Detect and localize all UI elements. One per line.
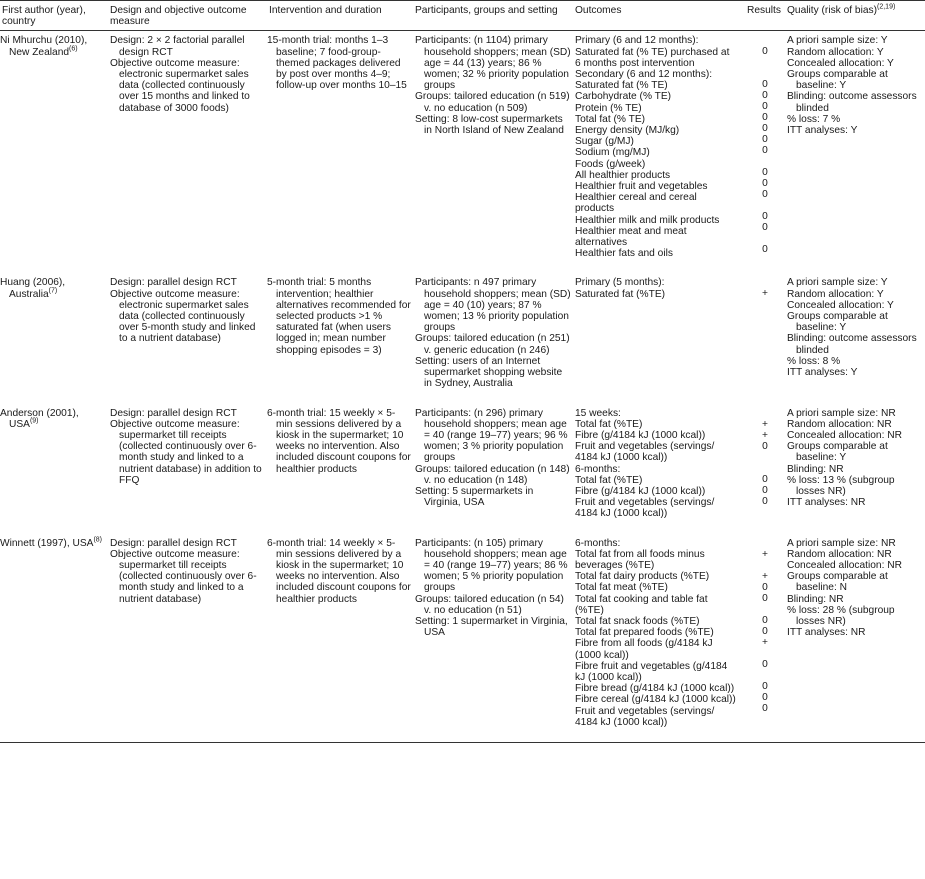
outcome-label: Fibre cereal (g/4184 kJ (1000 kcal))	[575, 694, 736, 706]
intervention-cell: 6-month trial: 14 weekly × 5-min sessions delivered by a kiosk in the supermarket; 10 weeks no intervention. Also included discount coupons for healthier products	[267, 534, 413, 743]
outcome-result: 0	[762, 134, 768, 146]
outcome-result: 0	[762, 691, 768, 703]
header-author: First author (year), country	[2, 5, 86, 28]
outcome-label: Energy density (MJ/kg)	[575, 125, 680, 137]
quality-item: Concealed allocation: Y	[787, 299, 894, 311]
outcome-result: 0	[762, 244, 768, 256]
quality-item: Groups comparable at baseline: Y	[787, 69, 888, 92]
header-design: Design and objective outcome measure	[110, 5, 247, 28]
table-row	[0, 404, 925, 534]
outcome-label: 15 weeks:	[575, 407, 621, 419]
participants-cell: Participants: n 497 primary household shoppers; mean (SD) age = 40 (10) years; 87 % women; 13 % priority population groups Groups: tailored education (n 251) v. generic education (n 246) Setting: users of an Internet supermarket shopping website in Sydney, Australia	[415, 277, 571, 390]
outcome-label: Total fat cooking and table fat (%TE)	[575, 593, 708, 616]
quality-item: A priori sample size: NR	[787, 407, 896, 419]
quality-cell	[785, 534, 925, 743]
outcome-result: 0	[762, 211, 768, 223]
quality-item: Blinding: NR	[787, 463, 844, 475]
results-cell	[745, 534, 785, 743]
quality-item: Blinding: outcome assessors blinded	[787, 91, 917, 114]
outcome-result	[747, 463, 783, 474]
outcome-label: Saturated fat (%TE)	[575, 288, 666, 300]
outcome-result: 0	[762, 167, 768, 179]
quality-item: Groups comparable at baseline: Y	[787, 441, 888, 464]
outcome-label: Secondary (6 and 12 months):	[575, 69, 713, 81]
outcome-label: Total fat (%TE)	[575, 474, 643, 486]
author-cell: Anderson (2001), USA$^{(9)}$	[0, 407, 79, 430]
quality-item: Blinding: outcome assessors blinded	[787, 333, 917, 356]
outcome-label: Fibre from all foods (g/4184 kJ (1000 kcal))	[575, 638, 713, 661]
outcome-label: Healthier fruit and vegetables	[575, 181, 708, 193]
outcome-result: 0	[762, 484, 768, 496]
quality-item: Groups comparable at baseline: Y	[787, 311, 888, 334]
outcome-label: Total fat prepared foods (%TE)	[575, 627, 714, 639]
quality-item: ITT analyses: Y	[787, 125, 858, 137]
outcome-result: 0	[762, 112, 768, 124]
outcomes-cell	[573, 31, 745, 274]
quality-item: Random allocation: Y	[787, 288, 884, 300]
outcome-label: Total fat from all foods minus beverages (%TE)	[575, 548, 705, 571]
quality-item: Concealed allocation: NR	[787, 429, 902, 441]
outcome-label: Total fat (% TE)	[575, 113, 646, 125]
outcome-result: 0	[762, 495, 768, 507]
outcome-label: Healthier fats and oils	[575, 248, 673, 260]
outcome-result: 0	[762, 178, 768, 190]
design-cell: Design: parallel design RCT Objective outcome measure: supermarket till receipts (collected continuously over 6-month study and linked to a nutrient database)	[108, 534, 267, 743]
design-cell: Design: 2 × 2 factorial parallel design RCT Objective outcome measure: electronic supermarket sales data (collected continuously over 15 months and linked to database of 3000 foods)	[110, 35, 250, 114]
outcome-label: All healthier products	[575, 169, 671, 181]
results-cell	[745, 31, 785, 274]
quality-item: Random allocation: NR	[787, 548, 892, 560]
outcomes-cell	[573, 534, 745, 743]
outcomes-cell	[573, 404, 745, 534]
outcome-result: +	[762, 548, 768, 560]
quality-item: Groups comparable at baseline: N	[787, 571, 888, 594]
outcome-label: Total fat dairy products (%TE)	[575, 571, 710, 583]
intervention-cell: 5-month trial: 5 months intervention; healthier alternatives recommended for selected products >1 % saturated fat (when users logged in; mean number shopping episodes = 3)	[267, 277, 411, 356]
author-cell: Ni Mhurchu (2010), New Zealand$^{(6)}$	[0, 35, 88, 58]
quality-item: % loss: 28 % (subgroup losses NR)	[787, 604, 895, 627]
outcome-label: Primary (6 and 12 months):	[575, 35, 699, 47]
outcome-label: Saturated fat (% TE) purchased at 6 months post intervention	[575, 46, 730, 69]
quality-item: A priori sample size: Y	[787, 35, 888, 47]
outcome-label: Healthier cereal and cereal products	[575, 192, 697, 215]
outcome-result: 0	[762, 614, 768, 626]
quality-item: ITT analyses: NR	[787, 627, 866, 639]
quality-item: ITT analyses: NR	[787, 497, 866, 509]
outcome-result: 0	[762, 79, 768, 91]
outcome-result: +	[762, 429, 768, 441]
quality-item: % loss: 8 %	[787, 355, 841, 367]
outcome-label: Fruit and vegetables (servings/ 4184 kJ (1000 kcal))	[575, 441, 715, 464]
outcome-label: Fibre (g/4184 kJ (1000 kcal))	[575, 429, 706, 441]
outcome-result: 0	[762, 680, 768, 692]
outcome-result	[747, 68, 783, 79]
outcomes-cell	[573, 273, 745, 403]
quality-item: Concealed allocation: Y	[787, 57, 894, 69]
outcome-label: Total fat snack foods (%TE)	[575, 615, 700, 627]
table-row	[0, 31, 925, 274]
outcome-result: 0	[762, 625, 768, 637]
header-outcomes: Outcomes	[575, 5, 622, 16]
intervention-cell: 6-month trial: 15 weekly × 5-min sessions delivered by a kiosk in the supermarket; 10 weeks no intervention. Also included discount coupons for healthier products	[267, 407, 411, 475]
outcome-result: 0	[762, 123, 768, 135]
outcome-label: Total fat (%TE)	[575, 418, 643, 430]
outcome-result	[747, 35, 783, 46]
outcome-result: 0	[762, 222, 768, 234]
header-results: Results	[747, 5, 781, 16]
outcome-result: 0	[762, 702, 768, 714]
outcome-label: Carbohydrate (% TE)	[575, 91, 672, 103]
outcome-result: 0	[762, 658, 768, 670]
outcome-label: Fruit and vegetables (servings/ 4184 kJ (1000 kcal))	[575, 705, 715, 728]
outcome-result	[747, 538, 783, 549]
intervention-cell: 15-month trial: months 1–3 baseline; 7 food-group-themed packages delivered by post over months 4–9; follow-up over months 10–15	[267, 35, 407, 92]
quality-item: A priori sample size: NR	[787, 537, 896, 549]
outcome-result: 0	[762, 145, 768, 157]
participants-cell: Participants: (n 105) primary household shoppers; mean age = 40 (range 19–77) years; 86 % women; 5 % priority population groups Groups: tailored education (n 54) v. no education (n 51) Setting: 1 supermarket in Virginia, USA	[413, 534, 573, 743]
table-row	[0, 534, 925, 743]
outcome-result: +	[762, 288, 768, 300]
design-cell: Design: parallel design RCT Objective outcome measure: electronic supermarket sales data (collected continuously over 5-month study and linked to a nutrient database)	[110, 277, 256, 345]
participants-cell: Participants: (n 296) primary household shoppers; mean age = 40 (range 19–77) years; 96 % women; 3 % priority population groups Groups: tailored education (n 148) v. no education (n 148) Setting: 5 supermarkets in Virginia, USA	[415, 407, 570, 509]
header-intervention: Intervention and duration	[269, 5, 382, 16]
table-body	[0, 31, 925, 743]
outcome-result: 0	[762, 581, 768, 593]
outcome-result	[747, 277, 783, 288]
quality-cell	[785, 273, 925, 403]
outcome-result: 0	[762, 46, 768, 58]
outcome-result	[747, 408, 783, 419]
table-header-row	[0, 1, 925, 31]
outcome-result: 0	[762, 473, 768, 485]
participants-cell: Participants: (n 1104) primary household shoppers; mean (SD) age = 44 (13) years; 86 % women; 32 % priority population groups Groups: tailored education (n 519) v. no education (n 509) Setting: 8 low-cost supermarkets in North Island of New Zealand	[415, 35, 571, 137]
outcome-label: Healthier milk and milk products	[575, 214, 720, 226]
outcome-label: Foods (g/week)	[575, 158, 646, 170]
quality-item: Concealed allocation: NR	[787, 559, 902, 571]
design-cell: Design: parallel design RCT Objective outcome measure: supermarket till receipts (collected continuously over 6-month study and linked to a nutrient database) in addition to FFQ	[110, 407, 262, 486]
outcome-result: +	[762, 418, 768, 430]
outcome-label: 6-months:	[575, 537, 621, 549]
outcome-result: 0	[762, 592, 768, 604]
outcome-label: Sodium (mg/MJ)	[575, 147, 650, 159]
quality-item: Random allocation: NR	[787, 418, 892, 430]
outcome-label: Fruit and vegetables (servings/ 4184 kJ (1000 kcal))	[575, 497, 715, 520]
outcome-label: Primary (5 months):	[575, 277, 665, 289]
header-quality: Quality (risk of bias)$^{(2,19)}$	[787, 3, 896, 16]
outcome-result: 0	[762, 440, 768, 452]
outcome-label: Saturated fat (% TE)	[575, 80, 668, 92]
quality-cell	[785, 404, 925, 534]
outcome-result: +	[762, 636, 768, 648]
outcome-result: 0	[762, 90, 768, 102]
quality-cell	[785, 31, 925, 274]
outcome-label: Sugar (g/MJ)	[575, 136, 634, 148]
outcome-label: Fibre fruit and vegetables (g/4184 kJ (1000 kcal))	[575, 660, 728, 683]
quality-item: Random allocation: Y	[787, 46, 884, 58]
results-cell	[745, 404, 785, 534]
outcome-label: Fibre (g/4184 kJ (1000 kcal))	[575, 485, 706, 497]
quality-item: A priori sample size: Y	[787, 277, 888, 289]
author-cell: Winnett (1997), USA$^{(8)}$	[0, 534, 108, 743]
table-row	[0, 273, 925, 403]
outcome-label: 6-months:	[575, 463, 621, 475]
outcome-label: Total fat meat (%TE)	[575, 582, 668, 594]
quality-item: ITT analyses: Y	[787, 367, 858, 379]
outcome-result: 0	[762, 189, 768, 201]
quality-item: Blinding: NR	[787, 593, 844, 605]
outcome-label: Fibre bread (g/4184 kJ (1000 kcal))	[575, 683, 735, 695]
outcome-result	[747, 156, 783, 167]
outcome-result: +	[762, 570, 768, 582]
header-quality-ref: (2,19)	[877, 3, 896, 11]
outcome-result: 0	[762, 101, 768, 113]
results-cell	[745, 273, 785, 403]
author-cell: Huang (2006), Australia$^{(7)}$	[0, 277, 66, 300]
quality-item: % loss: 13 % (subgroup losses NR)	[787, 474, 895, 497]
outcome-label: Healthier meat and meat alternatives	[575, 225, 687, 249]
quality-item: % loss: 7 %	[787, 113, 841, 125]
outcome-label: Protein (% TE)	[575, 102, 642, 114]
header-participants: Participants, groups and setting	[415, 5, 558, 16]
